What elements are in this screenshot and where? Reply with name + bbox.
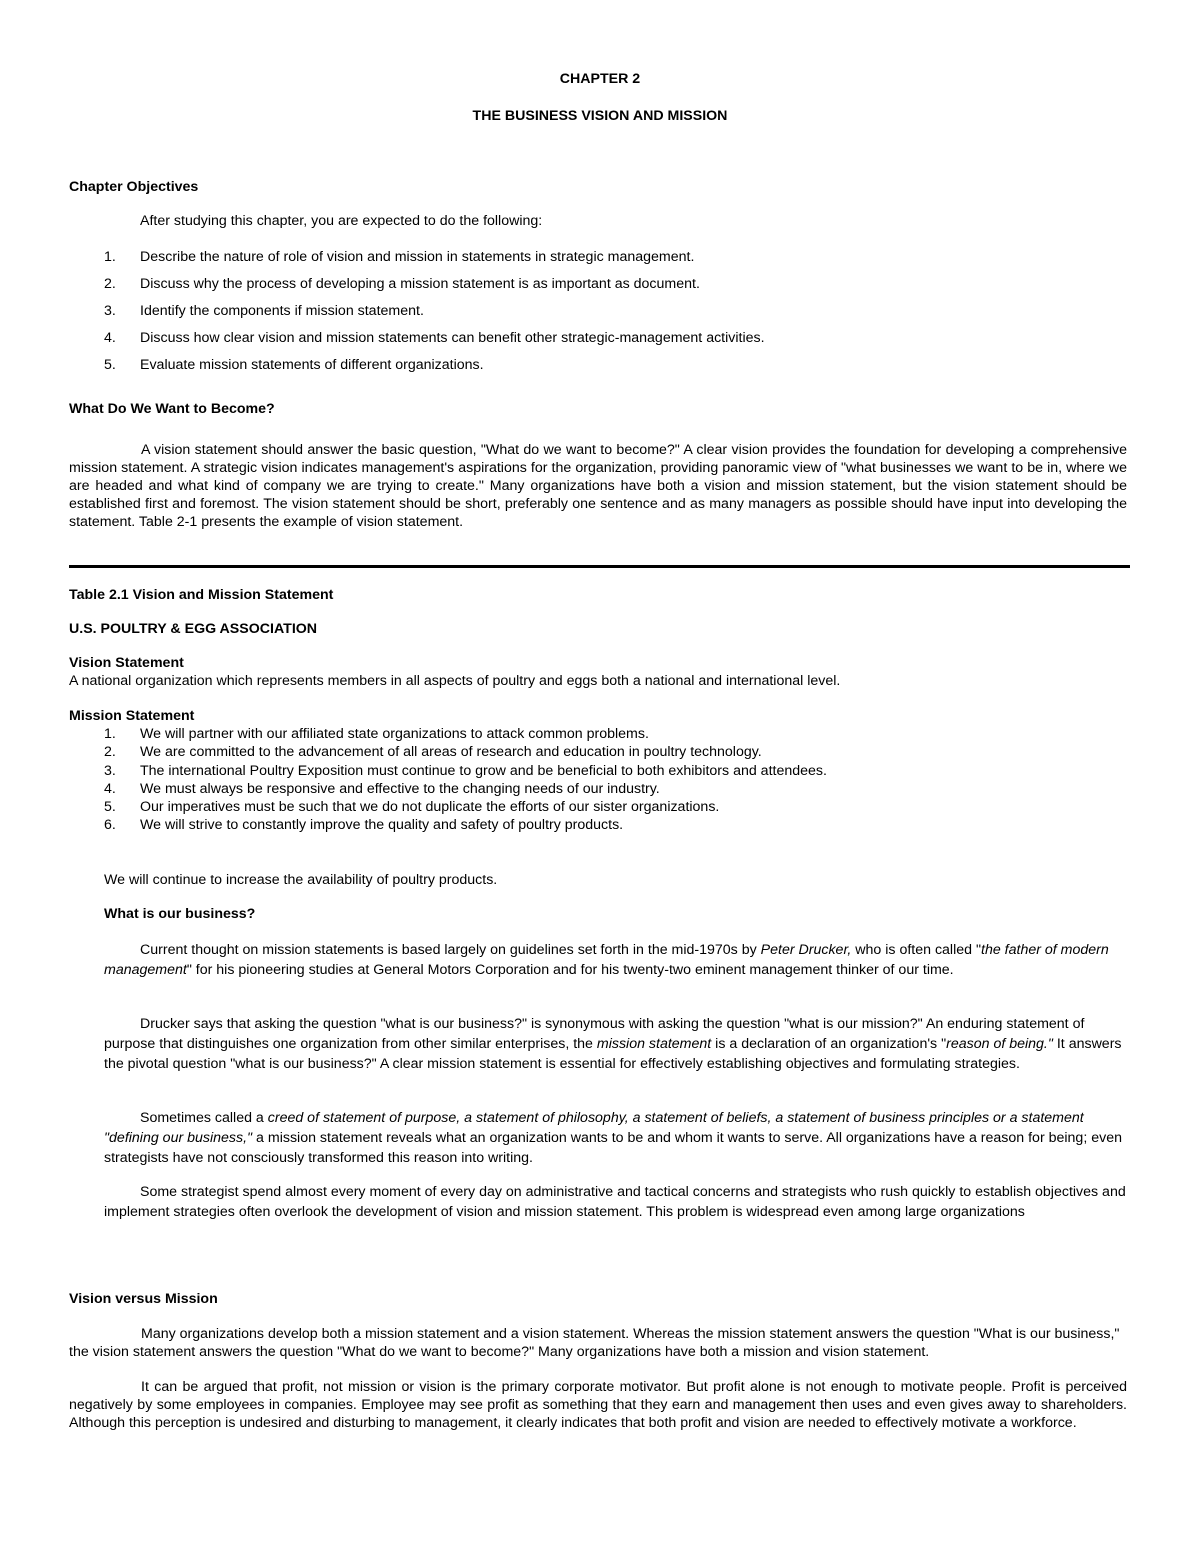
mission-item: 4. We must always be responsive and effective to the changing needs of our industry. [104, 781, 660, 797]
table-caption: Table 2.1 Vision and Mission Statement [69, 587, 334, 603]
objective-item: 3. Identify the components if mission statement. [104, 303, 424, 319]
versus-paragraph-2: It can be argued that profit, not mission or vision is the primary corporate motivator. But profit alone is not enough to motivate people. Profit is perceived negatively by some employees in companies. Employee may see profit as something that they earn and management then uses and even gives away to shareholders. Although this perception is undesired and disturbing to management, it clearly indicates that both profit and vision are needed to effectively motivate a workforce. [69, 1379, 1127, 1431]
vision-text: A national organization which represents members in all aspects of poultry and eggs both a national and international level. [69, 673, 841, 689]
objective-item: 2. Discuss why the process of developing a mission statement is as important as document. [104, 276, 700, 292]
mission-item: 6. We will strive to constantly improve the quality and safety of poultry products. [104, 817, 624, 833]
mission-heading: Mission Statement [69, 708, 195, 724]
mission-item: 3. The international Poultry Exposition must continue to grow and be beneficial to both exhibitors and attendees. [104, 763, 827, 779]
mission-closing: We will continue to increase the availability of poultry products. [104, 872, 498, 888]
become-paragraph: A vision statement should answer the basic question, "What do we want to become?" A clear vision provides the foundation for developing a comprehensive mission statement. A strategic vision indicates management's aspirations for the organization, providing panoramic view of "what businesses we want to be in, where we are headed and what kind of company we are trying to create." Many organizations have both a vision and mission statement, but the vision statement should be established first and foremost. The vision statement should be short, preferably one sentence and as many managers as possible should have input into developing the statement. Table 2-1 presents the example of vision statement. [69, 442, 1127, 530]
versus-paragraph-1: Many organizations develop both a mission statement and a vision statement. Whereas the mission statement answers the question "What is our business," the vision statement answers the question "What do we want to become?" Many organizations have both a mission and vision statement. [69, 1326, 1120, 1360]
vision-heading: Vision Statement [69, 655, 184, 671]
chapter-number: CHAPTER 2 [559, 71, 641, 87]
business-paragraph-4: Some strategist spend almost every moment of every day on administrative and tactical concerns and strategists who rush quickly to establish objectives and implement strategies often overlook the development of vision and mission statement. This problem is widespread even among large organizations [104, 1184, 1126, 1220]
objective-item: 1. Describe the nature of role of vision and mission in statements in strategic management. [104, 249, 695, 265]
become-heading: What Do We Want to Become? [69, 401, 275, 417]
business-heading: What is our business? [104, 906, 256, 922]
objectives-heading: Chapter Objectives [69, 179, 199, 195]
organization-name: U.S. POULTRY & EGG ASSOCIATION [69, 621, 318, 637]
objective-item: 4. Discuss how clear vision and mission statements can benefit other strategic-management activities. [104, 330, 765, 346]
objectives-intro: After studying this chapter, you are expected to do the following: [140, 213, 543, 229]
mission-item: 1. We will partner with our affiliated state organizations to attack common problems. [104, 726, 649, 742]
chapter-title: THE BUSINESS VISION AND MISSION [472, 108, 728, 124]
section-divider [69, 565, 1130, 568]
versus-heading: Vision versus Mission [69, 1291, 218, 1307]
mission-item: 2. We are committed to the advancement of all areas of research and education in poultry technology. [104, 744, 762, 760]
business-paragraph-3: Sometimes called a creed of statement of purpose, a statement of philosophy, a statement of beliefs, a statement of business principles or a statement "defining our business," a mission statement reveals what an organization wants to be and whom it wants to serve. All organizations have a reason for being; even strategists have not consciously transformed this reason into writing. [104, 1110, 1122, 1166]
mission-item: 5. Our imperatives must be such that we do not duplicate the efforts of our sister organizations. [104, 799, 720, 815]
objective-item: 5. Evaluate mission statements of different organizations. [104, 357, 484, 373]
business-paragraph-1: Current thought on mission statements is based largely on guidelines set forth in the mid-1970s by Peter Drucker, who is often called "the father of modern management" for his pioneering studies at General Motors Corporation and for his twenty-two eminent management thinker of our time. [104, 942, 1109, 978]
business-paragraph-2: Drucker says that asking the question "what is our business?" is synonymous with asking the question "what is our mission?" An enduring statement of purpose that distinguishes one organization from other similar enterprises, the mission statement is a declaration of an organization's "reason of being." It answers the pivotal question "what is our business?" A clear mission statement is essential for effectively establishing objectives and formulating strategies. [104, 1016, 1122, 1072]
